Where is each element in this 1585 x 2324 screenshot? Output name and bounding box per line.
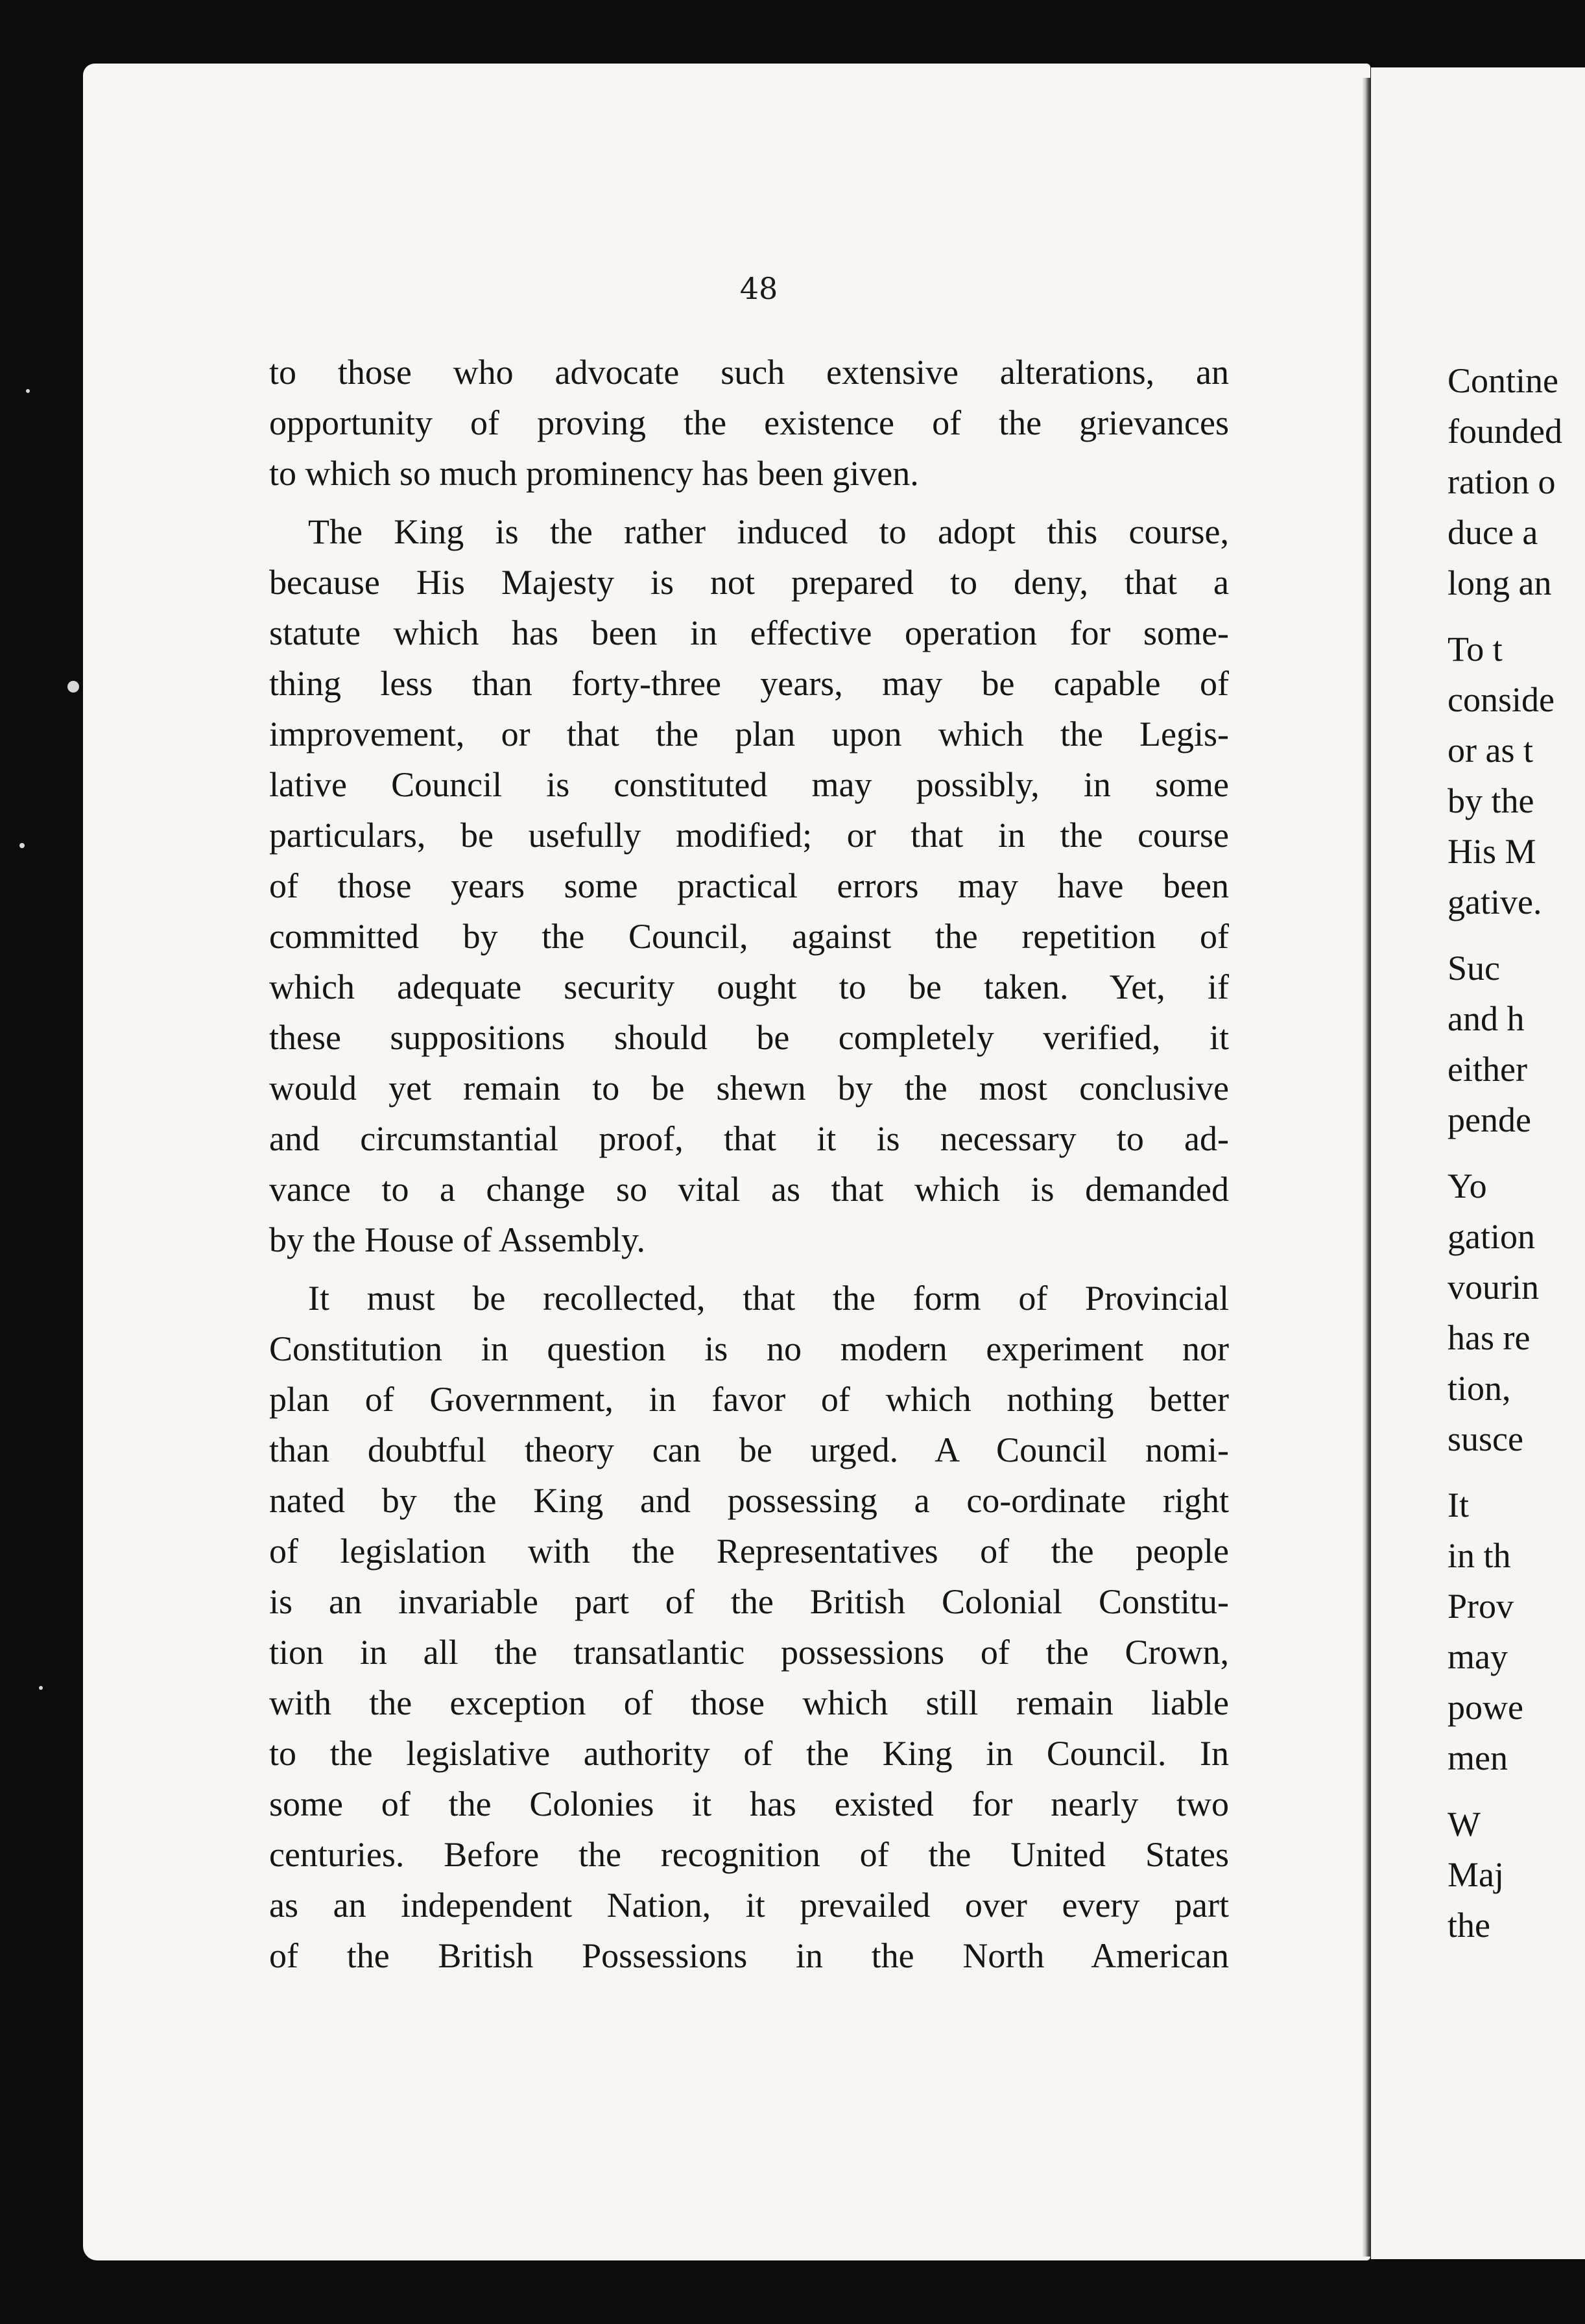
cropped-text-line: gative. [1448, 883, 1542, 921]
text-line: improvement, or that the plan upon which the Legis- [269, 715, 1229, 753]
text-line: tion in all the transatlantic possessions of the Crown, [269, 1633, 1229, 1672]
text-line: of those years some practical errors may have been [269, 866, 1229, 905]
paragraph-gap [1448, 1783, 1585, 1799]
cropped-text-line: men [1448, 1738, 1508, 1777]
paragraph-gap [1448, 1464, 1585, 1480]
left-page-body-text [269, 347, 1229, 1981]
cropped-text-line: Contine [1448, 361, 1558, 400]
text-line: than doubtful theory can be urged. A Council nomi- [269, 1430, 1229, 1469]
scan-speck [39, 1686, 43, 1690]
text-line: committed by the Council, against the repetition of [269, 917, 1229, 956]
scan-speck [19, 843, 25, 848]
cropped-text-line: Suc [1448, 949, 1500, 988]
text-line: centuries. Before the recognition of the United States [269, 1835, 1229, 1874]
cropped-text-line: vourin [1448, 1268, 1539, 1307]
text-line: these suppositions should be completely verified, it [269, 1018, 1229, 1057]
cropped-text-line: powe [1448, 1688, 1523, 1727]
text-line: to those who advocate such extensive alterations, an [269, 353, 1229, 392]
cropped-text-line: founded [1448, 412, 1562, 451]
cropped-text-line: or as t [1448, 731, 1533, 770]
text-line: some of the Colonies it has existed for nearly two [269, 1784, 1229, 1823]
page-number: 48 [739, 271, 778, 306]
cropped-text-line: W [1448, 1805, 1481, 1844]
text-line: as an independent Nation, it prevailed over every part [269, 1886, 1229, 1925]
cropped-text-line: Prov [1448, 1587, 1514, 1626]
cropped-text-line: His M [1448, 832, 1536, 871]
paragraph-gap [1448, 1145, 1585, 1161]
text-line: Constitution in question is no modern experiment nor [269, 1329, 1229, 1368]
cropped-text-line: and h [1448, 999, 1525, 1038]
text-line: because His Majesty is not prepared to deny, that a [269, 563, 1229, 602]
text-line: and circumstantial proof, that it is necessary to ad- [269, 1119, 1229, 1158]
paragraph-gap [269, 499, 1229, 506]
cropped-text-line: gation [1448, 1217, 1535, 1256]
cropped-text-line: tion, [1448, 1369, 1511, 1408]
text-line: nated by the King and possessing a co-ordinate right [269, 1481, 1229, 1520]
cropped-text-line: either [1448, 1050, 1527, 1089]
text-line: would yet remain to be shewn by the most conclusive [269, 1069, 1229, 1108]
scan-speck [26, 389, 30, 393]
cropped-text-line: To t [1448, 630, 1503, 669]
text-line: lative Council is constituted may possibly, in some [269, 765, 1229, 804]
text-line: It must be recollected, that the form of Provincial [308, 1279, 1229, 1318]
text-line: by the House of Assembly. [269, 1220, 645, 1259]
cropped-text-line: duce a [1448, 513, 1538, 552]
text-line: particulars, be usefully modified; or that in the course [269, 816, 1229, 855]
text-line: vance to a change so vital as that which is demanded [269, 1170, 1229, 1209]
cropped-text-line: susce [1448, 1419, 1523, 1458]
text-line: with the exception of those which still remain liable [269, 1683, 1229, 1722]
paragraph-gap [1448, 927, 1585, 943]
text-line: statute which has been in effective operation for some- [269, 613, 1229, 652]
text-line: is an invariable part of the British Colonial Constitu- [269, 1582, 1229, 1621]
text-line: to the legislative authority of the King in Council. In [269, 1734, 1229, 1773]
text-line: which adequate security ought to be taken. Yet, if [269, 967, 1229, 1006]
text-line: thing less than forty-three years, may be capable of [269, 664, 1229, 703]
text-line: to which so much prominency has been given. [269, 454, 919, 493]
cropped-text-line: It [1448, 1486, 1469, 1524]
cropped-text-line: conside [1448, 680, 1555, 719]
paragraph-gap [269, 1265, 1229, 1273]
cropped-text-line: ration o [1448, 462, 1556, 501]
cropped-text-line: has re [1448, 1318, 1531, 1357]
cropped-text-line: Yo [1448, 1167, 1487, 1205]
scan-speck [67, 681, 79, 693]
text-line: of the British Possessions in the North American [269, 1936, 1229, 1975]
right-page-cropped-text [1448, 355, 1585, 1950]
text-line: plan of Government, in favor of which nothing better [269, 1380, 1229, 1419]
cropped-text-line: may [1448, 1637, 1508, 1676]
cropped-text-line: long an [1448, 563, 1552, 602]
cropped-text-line: the [1448, 1906, 1490, 1945]
text-line: The King is the rather induced to adopt this course, [308, 512, 1229, 551]
cropped-text-line: in th [1448, 1536, 1511, 1575]
cropped-text-line: Maj [1448, 1855, 1504, 1894]
cropped-text-line: pende [1448, 1100, 1531, 1139]
paragraph-gap [1448, 608, 1585, 624]
text-line: opportunity of proving the existence of the grievances [269, 403, 1229, 442]
book-gutter [1362, 78, 1371, 2257]
text-line: of legislation with the Representatives of the people [269, 1532, 1229, 1571]
cropped-text-line: by the [1448, 781, 1534, 820]
